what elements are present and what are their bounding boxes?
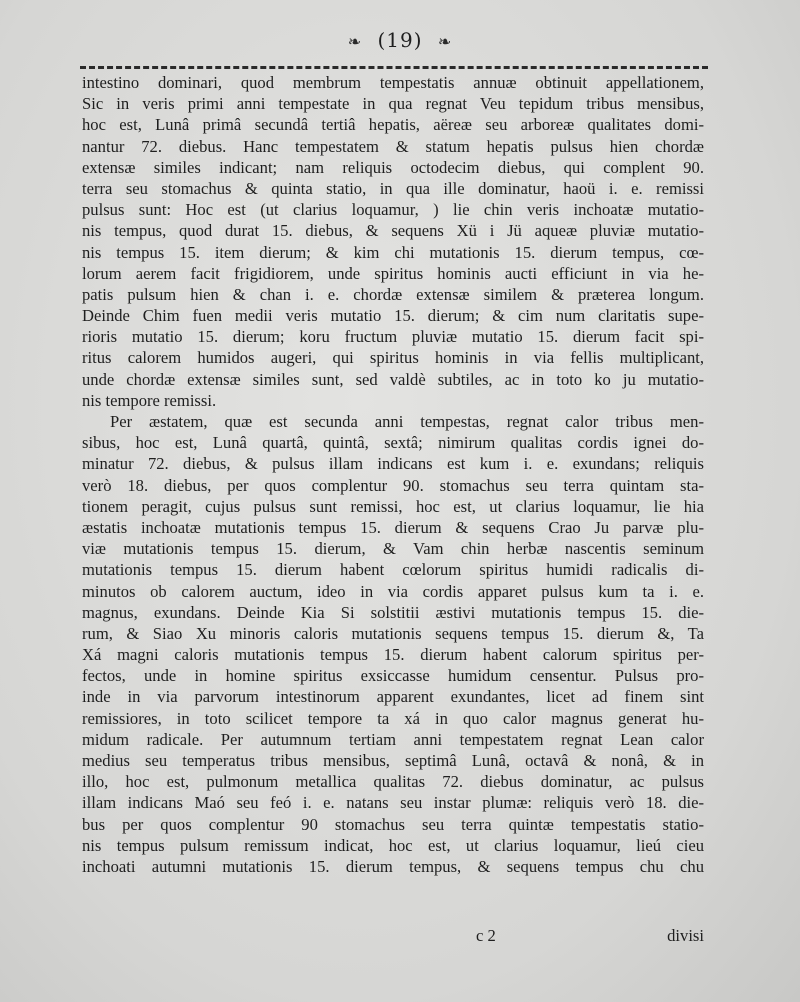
text-line: nis tempus, quod durat 15. diebus, & sequens Xü i Jü aqueæ pluviæ mutatio- <box>82 221 704 241</box>
text-line: Per æstatem, quæ est secunda anni tempestas, regnat calor tribus men- <box>110 412 704 431</box>
text-line: illam indicans Maó seu feó i. e. natans seu instar plumæ: reliquis verò 18. die- <box>82 793 704 813</box>
text-line: æstatis inchoatæ mutationis tempus 15. dierum & sequens Crao Ju parvæ plu- <box>82 517 704 537</box>
text-line: bus per quos complentur 90 stomachus seu terra quintæ tempestatis statio- <box>82 814 704 834</box>
text-line: intestino dominari, quod membrum tempestatis annuæ obtinuit appellationem, <box>82 73 704 92</box>
text-line: Xá magni caloris mutationis tempus 15. dierum habent calorum spiritus per- <box>82 645 704 665</box>
text-line: illo, hoc est, pulmonum metallica qualitas 72. diebus dominatur, ac pulsus <box>82 772 704 792</box>
text-line: Deinde Chim fuen medii veris mutatio 15. dierum; & cim num claritatis supe- <box>82 306 704 326</box>
text-line: magnus, exundans. Deinde Kia Si solstitii æstivi mutationis tempus 15. die- <box>82 602 704 622</box>
text-line: pulsus sunt: Hoc est (ut clarius loquamur, ) lie chin veris inchoatæ mutatio- <box>82 200 704 220</box>
page-number: (19) <box>377 28 423 52</box>
text-line: inchoati autumni mutationis 15. dierum tempus, & sequens tempus chu chu <box>82 856 704 876</box>
body-text <box>82 72 704 877</box>
text-line: nis tempore remissi. <box>82 390 217 410</box>
text-line: verò 18. diebus, per quos complentur 90. stomachus seu terra quintam sta- <box>82 475 704 495</box>
ornament-right-icon: ❧ <box>437 32 453 51</box>
text-line: remissiores, in toto scilicet tempore ta xá in quo calor magnus generat hu- <box>82 708 704 728</box>
text-line: mutationis tempus 15. dierum habent cœlorum spiritus humidi radicalis di- <box>82 560 704 580</box>
text-line: fectos, unde in homine spiritus exsiccasse humidum censentur. Pulsus pro- <box>82 666 704 686</box>
text-line: unde chordæ extensæ similes sunt, sed valdè subtiles, ac in toto ko ju mutatio- <box>82 369 704 389</box>
text-line: rioris mutatio 15. dierum; koru fructum pluviæ mutatio 15. dierum facit spi- <box>82 327 704 347</box>
text-line: minatur 72. diebus, & pulsus illam indicans est kum i. e. exundans; reliquis <box>82 454 704 474</box>
signature-mark: c 2 <box>476 926 496 945</box>
page-header <box>0 28 800 52</box>
text-line: tionem peragit, cujus pulsus sunt remissi, hoc est, ut clarius loquamur, lie hia <box>82 496 704 516</box>
text-line: Sic in veris primi anni tempestate in qua regnat Veu tepidum tribus mensibus, <box>82 94 704 114</box>
catchword: divisi <box>667 926 704 945</box>
text-line: hoc est, Lunâ primâ secundâ tertiâ hepatis, aëreæ seu arboreæ qualitates domi- <box>82 115 704 135</box>
text-line: patis pulsum hien & chan i. e. chordæ extensæ similem & præterea longum. <box>82 284 704 304</box>
text-line: medius seu temperatus tribus mensibus, septimâ Lunâ, octavâ & nonâ, & in <box>82 751 704 770</box>
text-line: nis tempus 15. item dierum; & kim chi mutationis 15. dierum tempus, cœ- <box>82 242 704 262</box>
text-line: sibus, hoc est, Lunâ quartâ, quintâ, sextâ; nimirum qualitas cordis ignei do- <box>82 433 704 453</box>
header-rule <box>80 66 708 69</box>
text-line: viæ mutationis tempus 15. dierum, & Vam chin herbæ nascentis seminum <box>82 539 704 559</box>
text-line: midum radicale. Per autumnum tertiam anni tempestatem regnat Lean calor <box>82 729 704 749</box>
text-line: ritus calorem humidos augeri, qui spiritus hominis in via fellis multiplicant, <box>82 348 704 368</box>
text-line: rum, & Siao Xu minoris caloris mutationis sequens tempus 15. dierum &, Ta <box>82 623 704 643</box>
text-line: extensæ similes indicant; nam reliquis octodecim diebus, qui complent 90. <box>82 157 704 177</box>
text-line: nis tempus pulsum remissum indicat, hoc est, ut clarius loquamur, lieú cieu <box>82 835 704 855</box>
ornament-left-icon: ❧ <box>347 32 363 51</box>
text-line: inde in via parvorum intestinorum apparent exundantes, licet ad finem sint <box>82 687 704 707</box>
text-line: nantur 72. diebus. Hanc tempestatem & statum hepatis pulsus hien chordæ <box>82 136 704 156</box>
text-line: lorum aerem facit frigidiorem, unde spiritus hominis aucti efficiunt in via he- <box>82 263 704 283</box>
text-line: terra seu stomachus & quinta statio, in qua ille dominatur, haoü i. e. remissi <box>82 178 704 198</box>
text-line: minutos ob calorem auctum, ideo in via cordis apparet pulsus kum ta i. e. <box>82 581 704 601</box>
